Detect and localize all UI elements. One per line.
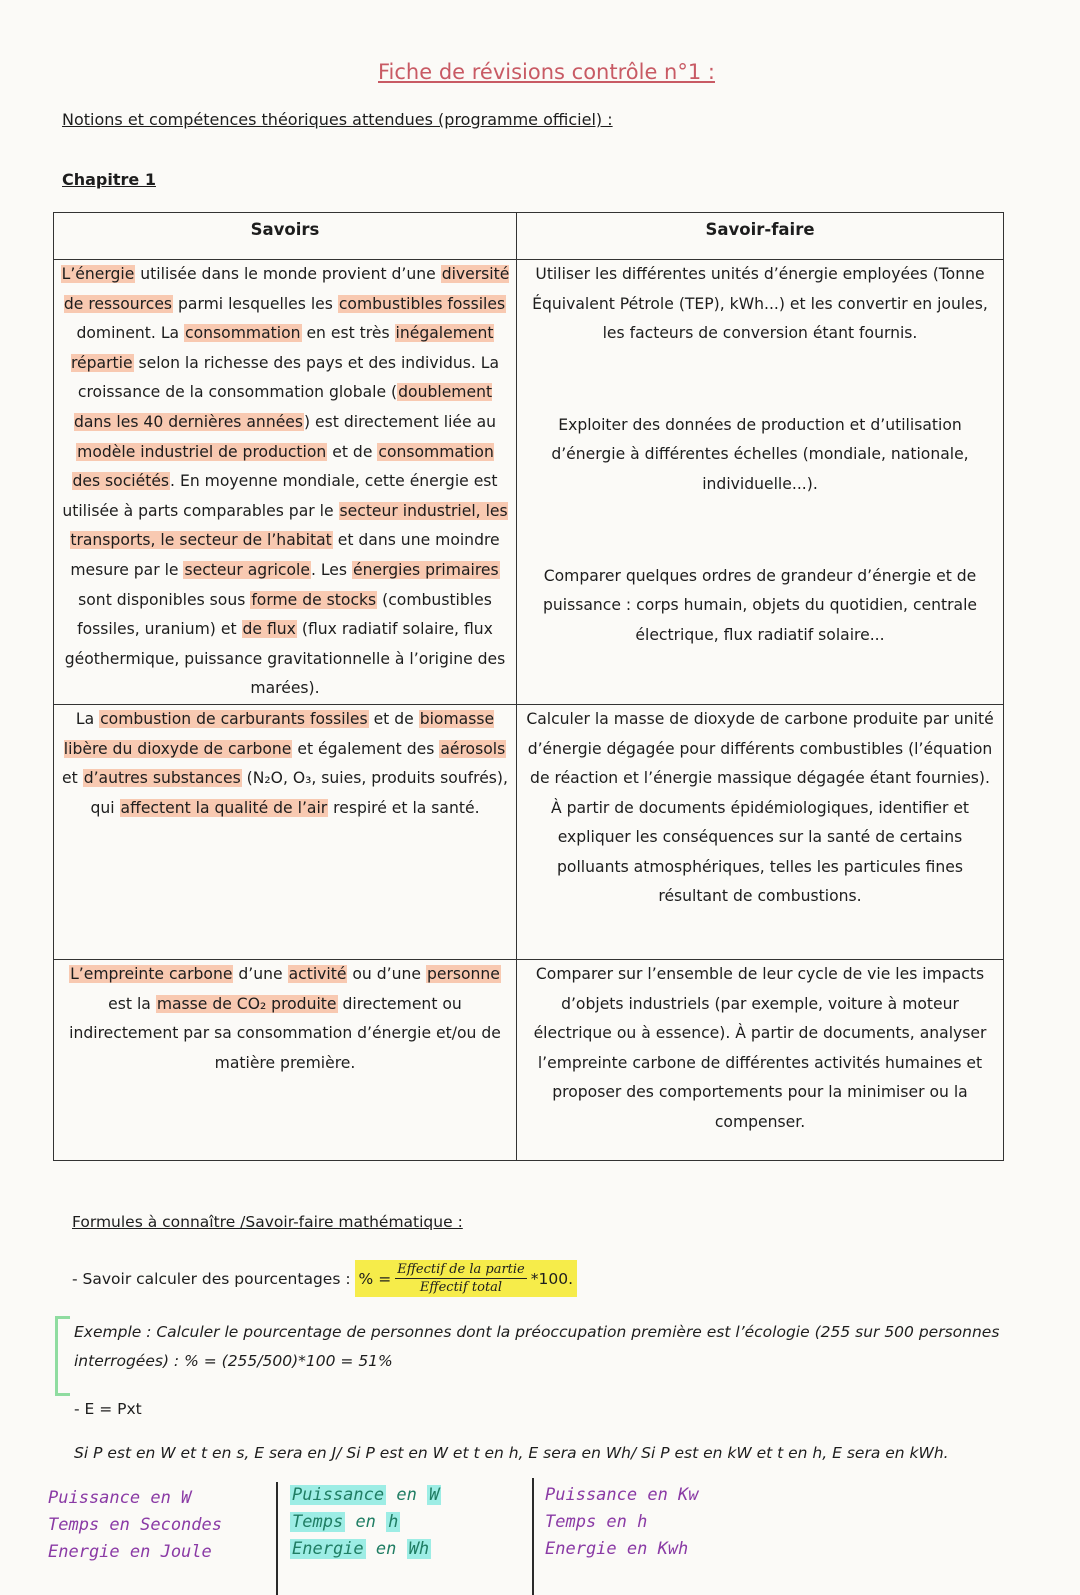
savoir-faire-cell-1 [517,260,1004,705]
text-segment: parmi lesquelles les [173,294,338,313]
handwritten-divider [532,1478,534,1595]
highlighted-text: combustibles fossiles [338,294,506,313]
highlighted-text: énergies primaires [353,560,499,579]
highlighted-text: d’autres substances [83,769,241,788]
header-savoir-faire: Savoir-faire [517,213,1004,260]
text-segment: et également des [292,739,440,758]
highlighted-text: personne [426,964,500,983]
note-line: Energie en Kwh [545,1539,689,1559]
formula-denominator: Effectif total [419,1280,503,1295]
highlighted-text: doublement dans les 40 dernières années [73,383,493,431]
text-segment: et dans une moindre mesure par le [70,531,500,579]
energy-formula: - E = Pxt [74,1400,142,1418]
highlighted-text: modèle industriel de production [77,442,327,461]
note-line: Temps en Secondes [48,1515,222,1535]
percentage-label: - Savoir calculer des pourcentages : [72,1269,351,1288]
highlighted-text: L’empreinte carbone [70,964,233,983]
text-segment: respiré et la santé. [328,798,480,817]
units-rule: Si P est en W et t en s, E sera en J/ Si P est en W et t en h, E sera en Wh/ Si P est en kW et t en h, E sera en kWh. [74,1444,949,1462]
text-segment: est la [108,994,156,1013]
percentage-formula [355,1260,577,1297]
highlighted-text: affectent la qualité de l’air [120,798,328,817]
text-segment: dominent. La [76,324,185,343]
handwritten-notes-3 [545,1482,699,1563]
highlighted-text: forme de stocks [251,590,377,609]
text-segment: et de [327,442,378,461]
note-line: Puissance en W [48,1488,192,1508]
example-text: Exemple : Calculer le pourcentage de personnes dont la préoccupation première est l’écologie (255 sur 500 personnes interrogées) : % = (255/500)*100 = 51% [74,1323,1000,1370]
chapter-heading: Chapitre 1 [62,170,156,189]
text-segment: utilisée dans le monde provient d’une [135,265,441,283]
competences-table [53,212,1004,1161]
text-segment: directement ou indirectement par sa consommation d’énergie et/ou de matière première. [69,994,501,1072]
text-segment: ) est directement liée au [304,412,497,431]
highlighted-text: aérosols [440,739,506,758]
note-line: Temps en h [545,1512,648,1532]
highlighted-text: masse de CO₂ produite [156,994,337,1013]
formula-tail: *100. [530,1269,574,1288]
text-segment: (flux radiatif solaire, flux géothermique, puissance gravitationnelle à l’origine des marées). [64,620,506,698]
note-line: Energie en Joule [48,1542,212,1562]
highlighted-text: consommation [185,324,301,343]
highlighted-text: L’énergie [61,265,135,283]
text-segment: (combustibles fossiles, uranium) et [77,590,492,639]
table-row [54,704,1004,959]
percentage-formula-line [72,1260,577,1297]
savoir-faire-item: Comparer quelques ordres de grandeur d’énergie et de puissance : corps humain, objets du quotidien, centrale électrique, flux radiatif solaire... [542,566,978,644]
handwritten-notes-1 [48,1485,222,1566]
highlighted-text: combustion de carburants fossiles [100,709,368,728]
table-row [54,959,1004,1160]
text-segment: et [62,769,83,788]
text-segment: d’une [233,964,288,983]
text-segment: selon la richesse des pays et des individus. La croissance de la consommation globale ( [77,353,500,402]
table-header-row [54,213,1004,260]
note-line: Puissance en Kw [545,1485,699,1505]
green-bracket [55,1316,70,1396]
table-row [54,260,1004,705]
highlighted-text: activité [288,964,347,983]
text-segment: sont disponibles sous [78,590,251,609]
text-segment: en est très [301,324,395,343]
notions-heading: Notions et compétences théoriques attendues (programme officiel) : [62,110,613,129]
text-segment: La [75,709,100,728]
note-line: Energie en Wh [292,1539,430,1559]
formula-numerator: Effectif de la partie [397,1262,525,1277]
note-line: Temps en h [292,1512,399,1532]
text-segment: et de [368,709,419,728]
formula-fraction [395,1262,527,1295]
formules-heading: Formules à connaître /Savoir-faire mathématique : [72,1213,463,1231]
highlighted-text: de flux [242,620,296,639]
handwritten-divider [276,1482,278,1595]
text-segment: ou d’une [347,964,426,983]
header-savoirs: Savoirs [54,213,517,260]
formula-lhs: % = [358,1269,392,1288]
highlighted-text: secteur agricole [184,560,310,579]
handwritten-notes-2 [290,1482,441,1563]
savoirs-cell-1 [54,260,517,705]
savoir-faire-cell-3: Comparer sur l’ensemble de leur cycle de vie les impacts d’objets industriels (par exemple, voiture à moteur électrique ou à essence). À partir de documents, analyser l’empreinte carbone de différentes activités humaines et proposer des comportements pour la minimiser ou la compenser. [517,959,1004,1160]
highlighted-text: secteur industriel, les transports, le secteur de l’habitat [70,501,508,550]
highlighted-text: biomasse libère du dioxyde de carbone [63,709,495,758]
note-line: Puissance en W [292,1485,440,1505]
savoir-faire-item: Exploiter des données de production et d’utilisation d’énergie à différentes échelles (mondiale, nationale, individuelle...). [551,415,969,493]
page-title: Fiche de révisions contrôle n°1 : [378,60,715,84]
savoirs-cell-3 [54,959,517,1160]
savoirs-cell-2 [54,704,517,959]
text-segment: . En moyenne mondiale, cette énergie est utilisée à parts comparables par le [62,472,498,520]
savoir-faire-item: Utiliser les différentes unités d’énergie employées (Tonne Équivalent Pétrole (TEP), kWh...) et les convertir en joules, les facteurs de conversion étant fournis. [532,265,988,343]
highlighted-text: consommation des sociétés [72,442,494,491]
text-segment: . Les [310,560,352,579]
highlighted-text: diversité de ressources [63,265,510,313]
savoir-faire-cell-2: Calculer la masse de dioxyde de carbone produite par unité d’énergie dégagée pour différents combustibles (l’équation de réaction et l’énergie massique dégagée étant fournies). À partir de documents épidémiologiques, identifier et expliquer les conséquences sur la santé de certains polluants atmosphériques, telles les particules fines résultant de combustions. [517,704,1004,959]
highlighted-text: inégalement répartie [70,324,494,372]
text-segment: (N₂O, O₃, suies, produits soufrés), qui [90,769,508,817]
